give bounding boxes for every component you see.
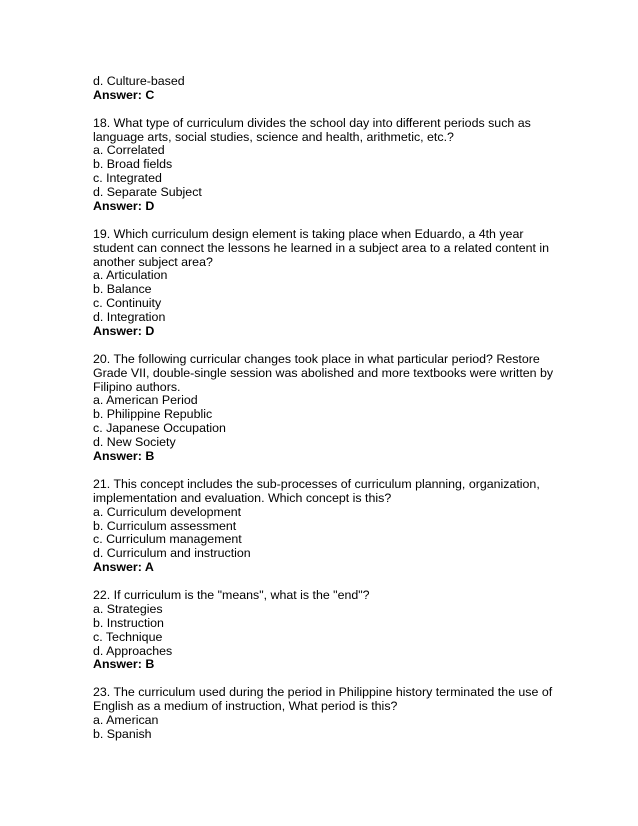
question-text-line: Grade VII, double-single session was abolished and more textbooks were written by (93, 365, 554, 380)
question-text-line: 23. The curriculum used during the period in Philippine history terminated the use of (93, 685, 553, 700)
answer-line: Answer: B (93, 449, 155, 464)
option-line: a. Correlated (93, 143, 165, 158)
option-line: a. Strategies (93, 601, 163, 616)
option-line: d. Curriculum and instruction (93, 546, 251, 561)
question-text-line: language arts, social studies, science and health, arithmetic, etc.? (93, 129, 454, 144)
option-line: a. Articulation (93, 268, 168, 283)
question-text-line: 20. The following curricular changes took place in what particular period? Restore (93, 351, 540, 366)
answer-line: Answer: D (93, 199, 155, 214)
question-text-line: Filipino authors. (93, 379, 181, 394)
answer-line: Answer: A (93, 560, 154, 575)
option-line: c. Integrated (93, 171, 162, 186)
question-text-line: implementation and evaluation. Which concept is this? (93, 490, 392, 505)
option-line: c. Continuity (93, 296, 162, 311)
answer-line: Answer: B (93, 657, 155, 672)
option-line: b. Broad fields (93, 157, 173, 172)
answer-line: Answer: D (93, 324, 155, 339)
option-line: b. Philippine Republic (93, 407, 213, 422)
option-line: b. Instruction (93, 615, 164, 630)
question-text-line: 21. This concept includes the sub-processes of curriculum planning, organization, (93, 476, 540, 491)
option-line: b. Spanish (93, 726, 152, 741)
question-22 (93, 589, 553, 672)
option-line: b. Curriculum assessment (93, 518, 237, 533)
question-text-line: another subject area? (93, 254, 213, 269)
previous-question-tail (93, 75, 553, 103)
option-line: d. Culture-based (93, 74, 185, 88)
question-20 (93, 353, 553, 464)
page-content (93, 75, 553, 742)
option-line: a. American (93, 712, 159, 727)
option-line: a. Curriculum development (93, 504, 242, 519)
question-text-line: 18. What type of curriculum divides the school day into different periods such as (93, 115, 531, 130)
question-text-line: English as a medium of instruction, What period is this? (93, 699, 398, 714)
option-line: b. Balance (93, 282, 152, 297)
question-text-line: 19. Which curriculum design element is taking place when Eduardo, a 4th year (93, 226, 524, 241)
option-line: c. Japanese Occupation (93, 421, 226, 436)
question-18 (93, 117, 553, 214)
question-text-line: 22. If curriculum is the "means", what is the "end"? (93, 587, 370, 602)
question-21 (93, 478, 553, 575)
question-23 (93, 686, 553, 742)
question-text-line: student can connect the lessons he learned in a subject area to a related content in (93, 240, 550, 255)
option-line: d. Separate Subject (93, 185, 202, 200)
option-line: d. New Society (93, 435, 176, 450)
option-line: c. Curriculum management (93, 532, 242, 547)
question-19 (93, 228, 553, 339)
option-line: d. Approaches (93, 643, 173, 658)
option-line: a. American Period (93, 393, 198, 408)
answer-line: Answer: C (93, 87, 155, 102)
option-line: c. Technique (93, 629, 163, 644)
option-line: d. Integration (93, 310, 166, 325)
